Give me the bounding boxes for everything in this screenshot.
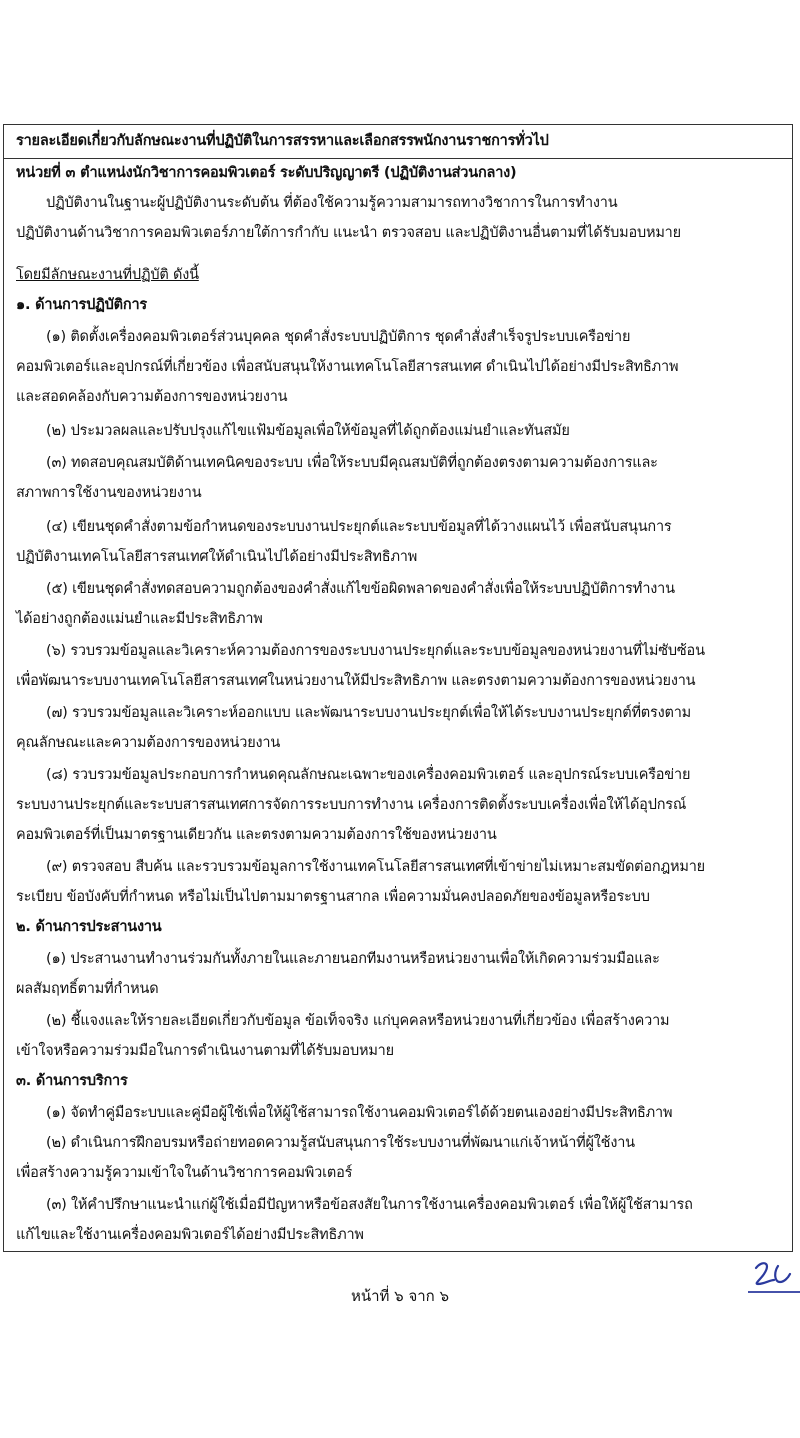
duty-line: เพื่อสร้างความรู้ความเข้าใจในด้านวิชาการคอมพิวเตอร์ [16,1165,353,1181]
duty-line: เพื่อพัฒนาระบบงานเทคโนโลยีสารสนเทศในหน่วยงานให้มีประสิทธิภาพ และตรงตามความต้องการของหน่วยงาน [16,673,696,689]
duty-line: คอมพิวเตอร์และอุปกรณ์ที่เกี่ยวข้อง เพื่อสนับสนุนให้งานเทคโนโลยีสารสนเทศ ดำเนินไปได้อย่างมีประสิทธิภาพ [16,359,679,375]
duty-line: (๙) ตรวจสอบ สืบค้น และรวบรวมข้อมูลการใช้งานเทคโนโลยีสารสนเทศที่เข้าข่ายไม่เหมาะสมขัดต่อกฎหมาย [46,859,705,875]
duty-line: (๑) ประสานงานทำงานร่วมกันทั้งภายในและภายนอกทีมงานหรือหน่วยงานเพื่อให้เกิดความร่วมมือและ [46,951,660,967]
duty-line: (๗) รวบรวมข้อมูลและวิเคราะห์ออกแบบ และพัฒนาระบบงานประยุกต์เพื่อให้ได้ระบบงานประยุกต์ที่ตรงตาม [46,705,692,721]
duty-line: (๒) ชี้แจงและให้รายละเอียดเกี่ยวกับข้อมูล ข้อเท็จจริง แก่บุคคลหรือหน่วยงานที่เกี่ยวข้อง เพื่อสร้างความ [46,1013,670,1029]
duty-line: (๔) เขียนชุดคำสั่งตามข้อกำหนดของระบบงานประยุกต์และระบบข้อมูลที่ได้วางแผนไว้ เพื่อสนับสนุนการ [46,519,672,535]
duty-line: (๘) รวบรวมข้อมูลประกอบการกำหนดคุณลักษณะเฉพาะของเครื่องคอมพิวเตอร์ และอุปกรณ์ระบบเครือข่าย [46,767,691,783]
duty-line: (๓) ให้คำปรึกษาแนะนำแก่ผู้ใช้เมื่อมีปัญหาหรือข้อสงสัยในการใช้งานเครื่องคอมพิวเตอร์ เพื่อให้ผู้ใช้สามารถ [46,1197,693,1213]
section-title-coordination: ๒. ด้านการประสานงาน [16,919,162,935]
duty-line: ระเบียบ ข้อบังคับที่กำหนด หรือไม่เป็นไปตามมาตรฐานสากล เพื่อความมั่นคงปลอดภัยของข้อมูลหรือระบบ [16,889,650,905]
page-number: หน้าที่ ๖ จาก ๖ [350,1287,450,1305]
duty-line: ปฏิบัติงานเทคโนโลยีสารสนเทศให้ดำเนินไปได้อย่างมีประสิทธิภาพ [16,549,418,565]
duty-line: (๒) ประมวลผลและปรับปรุงแก้ไขแฟ้มข้อมูลเพื่อให้ข้อมูลที่ได้ถูกต้องแม่นยำและทันสมัย [46,423,570,439]
table-header-text: รายละเอียดเกี่ยวกับลักษณะงานที่ปฏิบัติในการสรรหาและเลือกสรรพนักงานราชการทั่วไป [16,133,549,149]
duty-line: (๕) เขียนชุดคำสั่งทดสอบความถูกต้องของคำสั่งแก้ไขข้อผิดพลาดของคำสั่งเพื่อให้ระบบปฏิบัติการทำงาน [46,581,675,597]
table-header-row [4,125,792,159]
duty-line: (๑) จัดทำคู่มือระบบและคู่มือผู้ใช้เพื่อให้ผู้ใช้สามารถใช้งานคอมพิวเตอร์ได้ด้วยตนเองอย่างมีประสิทธิภาพ [46,1105,673,1121]
duty-line: (๓) ทดสอบคุณสมบัติด้านเทคนิคของระบบ เพื่อให้ระบบมีคุณสมบัติที่ถูกต้องตรงตามความต้องการและ [46,455,658,471]
duty-line: (๒) ดำเนินการฝึกอบรมหรือถ่ายทอดความรู้สนับสนุนการใช้ระบบงานที่พัฒนาแก่เจ้าหน้าที่ผู้ใช้งาน [46,1135,635,1151]
duty-line: (๖) รวบรวมข้อมูลและวิเคราะห์ความต้องการของระบบงานประยุกต์และระบบข้อมูลของหน่วยงานที่ไม่ซับซ้อน [46,643,705,659]
section-title-operations: ๑. ด้านการปฏิบัติการ [16,297,148,313]
duty-line: เข้าใจหรือความร่วมมือในการดำเนินงานตามที่ได้รับมอบหมาย [16,1043,394,1059]
intro-line: ปฏิบัติงานด้านวิชาการคอมพิวเตอร์ภายใต้การกำกับ แนะนำ ตรวจสอบ และปฏิบัติงานอื่นตามที่ได้รับมอบหมาย [16,225,681,241]
duty-line: ได้อย่างถูกต้องแม่นยำและมีประสิทธิภาพ [16,611,263,627]
intro-line: ปฏิบัติงานในฐานะผู้ปฏิบัติงานระดับต้น ที่ต้องใช้ความรู้ความสามารถทางวิชาการในการทำงาน [46,195,618,211]
duty-line: และสอดคล้องกับความต้องการของหน่วยงาน [16,389,288,405]
duty-line: ผลสัมฤทธิ์ตามที่กำหนด [16,981,159,997]
duty-line: (๑) ติดตั้งเครื่องคอมพิวเตอร์ส่วนบุคคล ชุดคำสั่งระบบปฏิบัติการ ชุดคำสั่งสำเร็จรูประบบเครือข่าย [46,329,631,345]
section-title-service: ๓. ด้านการบริการ [16,1073,128,1089]
duty-line: แก้ไขและใช้งานเครื่องคอมพิวเตอร์ได้อย่างมีประสิทธิภาพ [16,1227,364,1243]
duty-line: สภาพการใช้งานของหน่วยงาน [16,485,202,501]
signature-stroke [775,1266,790,1282]
duty-line: คุณลักษณะและความต้องการของหน่วยงาน [16,735,281,751]
duties-heading: โดยมีลักษณะงานที่ปฏิบัติ ดังนี้ [16,267,199,283]
unit-title: หน่วยที่ ๓ ตำแหน่งนักวิชาการคอมพิวเตอร์ ระดับปริญญาตรี (ปฏิบัติงานส่วนกลาง) [16,165,517,181]
job-description-table [3,124,793,1252]
signature-stroke [756,1263,774,1284]
duty-line: คอมพิวเตอร์ที่เป็นมาตรฐานเดียวกัน และตรงตามความต้องการใช้ของหน่วยงาน [16,827,497,843]
duty-line: ระบบงานประยุกต์และระบบสารสนเทศการจัดการระบบการทำงาน เครื่องการติดตั้งระบบเครื่องเพื่อให้ได้อุปกรณ์ [16,797,687,813]
